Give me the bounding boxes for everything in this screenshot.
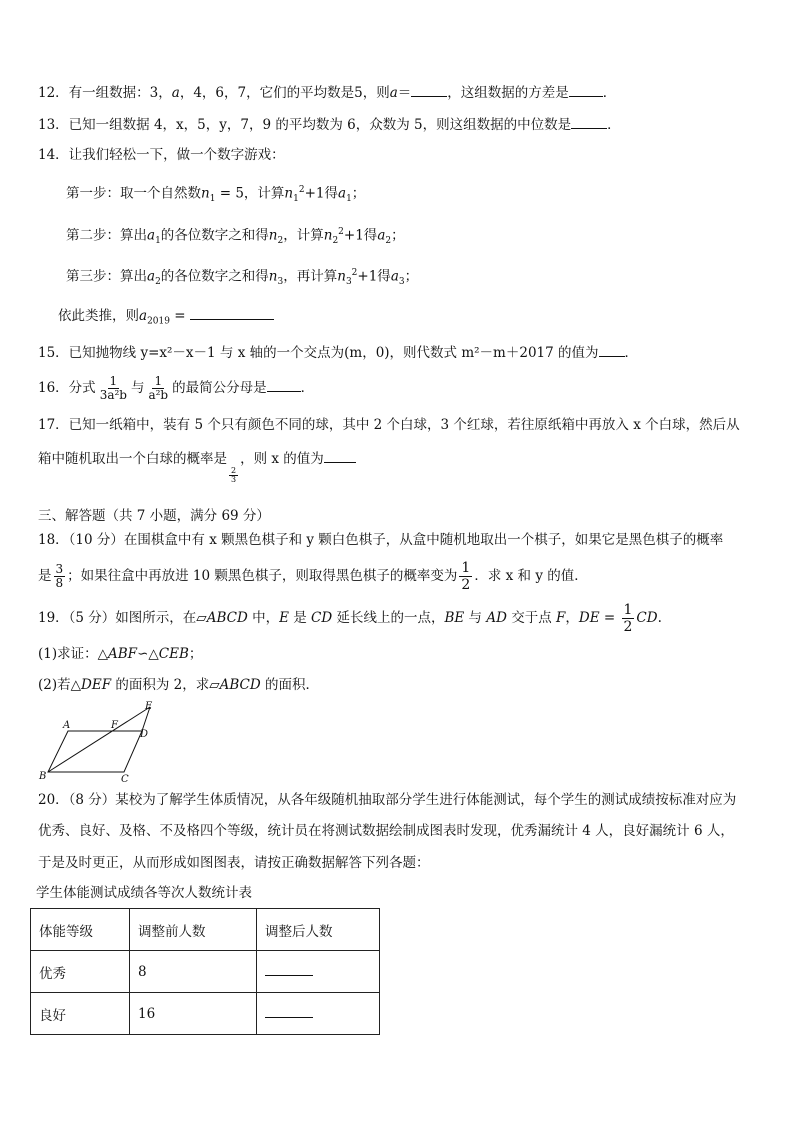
label-f: F: [111, 720, 118, 731]
fraction: $\frac{1}{\text{a²b}}$: [148, 374, 169, 402]
label-d: D: [140, 729, 149, 740]
question-18-line1: 18．（10 分）在围棋盒中有 x 颗黑色棋子和 y 颗白色棋子，从盒中随机地取出一个棋子，如果它是黑色棋子的概率: [38, 532, 724, 548]
header-cell: 调整前人数: [130, 909, 257, 951]
before-cell: 8: [130, 951, 257, 993]
parallelogram-abcd: [48, 731, 142, 772]
score-table: [30, 908, 380, 1035]
answer-blank: [265, 1005, 313, 1018]
question-20-line3: 于是及时更正，从而形成如图图表，请按正确数据解答下列各题：: [38, 855, 430, 871]
question-17-line1: 17．已知一纸箱中，装有 5 个只有颜色不同的球，其中 2 个白球，3 个红球，若往原纸箱中再放入 x 个白球，然后从: [38, 417, 740, 433]
section-heading: 三、解答题（共 7 小题，满分 69 分）: [38, 508, 270, 524]
question-19-part2: (2)若△DEF 的面积为 2，求▱ABCD 的面积．: [38, 677, 319, 693]
label-a: A: [63, 720, 71, 731]
question-14-step2: 第二步：算出$a_1$的各位数字之和得$n_2$，计算$n_2^2+1$得$a_2$；: [66, 227, 405, 247]
label-b: B: [39, 771, 47, 782]
question-20-line1: 20．（8 分）某校为了解学生体质情况，从各年级随机抽取部分学生进行体能测试，每个学生的测试成绩按标准对应为: [38, 792, 737, 808]
fraction: $\frac{2}{3}$: [231, 466, 237, 484]
header-cell: 调整后人数: [257, 909, 380, 951]
table-title: 学生体能测试成绩各等次人数统计表: [36, 885, 252, 901]
question-17-line2: 箱中随机取出一个白球的概率是 $\frac{2}{3}$ ，则 x 的值为: [38, 448, 356, 484]
answer-blank: [324, 448, 356, 463]
fraction: $\frac{1}{2}$: [623, 602, 633, 635]
level-cell: 优秀: [31, 951, 130, 993]
header-cell: 体能等级: [31, 909, 130, 951]
question-19-part1: (1)求证：△ABF∽△CEB；: [38, 646, 203, 662]
answer-blank: [599, 342, 625, 357]
after-cell: [257, 993, 380, 1035]
label-c: C: [121, 774, 129, 785]
parallelogram-figure: [36, 700, 166, 786]
before-cell: 16: [130, 993, 257, 1035]
question-14-final: 依此类推，则$a_{2019}$ =: [58, 305, 274, 332]
answer-blank: [411, 82, 447, 97]
question-14-step3: 第三步：算出$a_2$的各位数字之和得$n_3$，再计算$n_3^2+1$得$a_3$；: [66, 268, 419, 288]
question-14-intro: 14．让我们轻松一下，做一个数字游戏：: [38, 147, 285, 163]
after-cell: [257, 951, 380, 993]
question-14-step1: 第一步：取一个自然数$n_1 = 5$，计算$n_1^2+1$得$a_1$；: [66, 185, 366, 205]
answer-blank: [267, 377, 301, 392]
question-13: 13．已知一组数据 4，x，5，y，7，9 的平均数为 6，众数为 5，则这组数据的中位数是 ．: [38, 114, 621, 135]
question-20-line2: 优秀、良好、及格、不及格四个等级，统计员在将测试数据绘制成图表时发现，优秀漏统计 4 人，良好漏统计 6 人，: [38, 823, 734, 839]
question-15: 15．已知抛物线 y=x²－x－1 与 x 轴的一个交点为(m，0)，则代数式 m²－m＋2017 的值为 ．: [38, 342, 638, 363]
question-18-line2: 是 $\frac{3}{8}$ ；如果往盒中再放进 10 颗黑色棋子，则取得黑色棋子的概率变为 $\frac{1}{2}$ ．求 x 和 y 的值．: [38, 560, 588, 593]
question-19: 19．（5 分）如图所示，在▱ABCD 中，E 是 CD 延长线上的一点，BE 与 AD 交于点 F，DE = $\frac{1}{2}$ CD.: [38, 602, 662, 635]
answer-blank: [569, 82, 603, 97]
fraction: $\frac{3}{8}$: [55, 562, 64, 590]
answer-blank: [571, 114, 607, 129]
fraction: $\frac{1}{2}$: [461, 560, 471, 593]
question-12: 12．有一组数据：3，a，4，6，7，它们的平均数是5，则a＝ ，这组数据的方差是 ．: [38, 82, 616, 103]
answer-blank: [190, 305, 274, 320]
table-row: [31, 993, 380, 1035]
label-e: E: [145, 701, 153, 712]
table-row: [31, 951, 380, 993]
table-header-row: [31, 909, 380, 951]
question-16: 16．分式 $\frac{1}{\text{3a²b}}$ 与 $\frac{1}{\text{a²b}}$ 的最简公分母是 ．: [38, 374, 315, 402]
answer-blank: [265, 963, 313, 976]
fraction: $\frac{1}{\text{3a²b}}$: [99, 374, 127, 402]
level-cell: 良好: [31, 993, 130, 1035]
